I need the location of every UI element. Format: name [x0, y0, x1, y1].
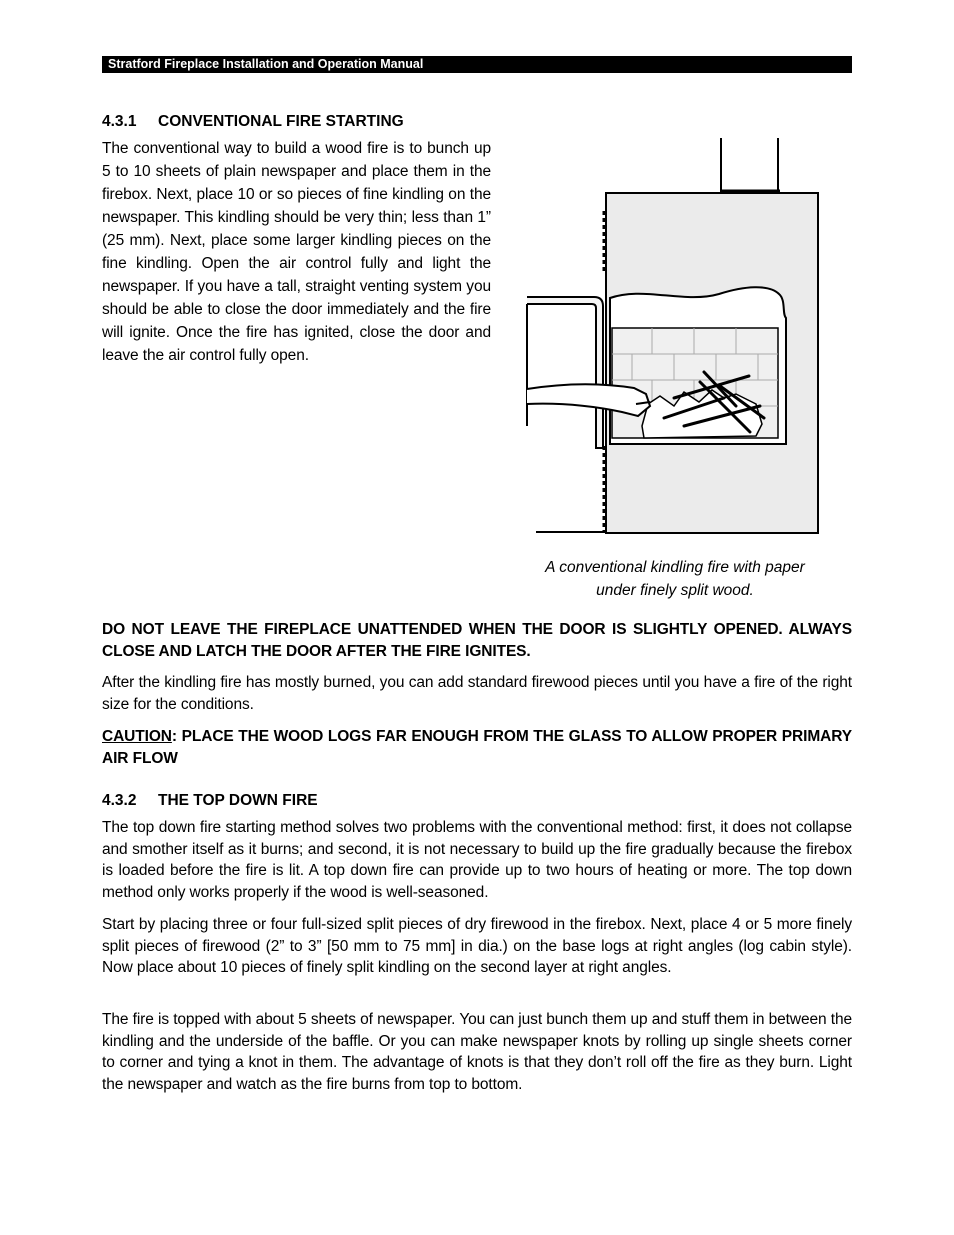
section-number: 4.3.2	[102, 792, 137, 809]
section-heading-4-3-2	[102, 791, 318, 811]
caption-line: A conventional kindling fire with paper	[545, 559, 805, 576]
after-kindling-text: After the kindling fire has mostly burned, you can add standard firewood pieces until you have a fire of the right size for the conditions.	[102, 674, 852, 713]
warning-text: DO NOT LEAVE THE FIREPLACE UNATTENDED WHEN THE DOOR IS SLIGHTLY OPENED. ALWAYS CLOSE AND LATCH THE DOOR AFTER THE FIRE IGNITES.	[102, 621, 852, 660]
fireplace-illustration	[524, 136, 824, 538]
caution-body: : PLACE THE WOOD LOGS FAR ENOUGH FROM THE GLASS TO ALLOW PROPER PRIMARY AIR FLOW	[102, 728, 852, 767]
caution-text	[102, 726, 852, 769]
figure-caption	[524, 556, 826, 602]
caution-label: CAUTION	[102, 728, 172, 745]
caption-line: under finely split wood.	[596, 582, 754, 599]
top-down-paragraph-3: The fire is topped with about 5 sheets of newspaper. You can just bunch them up and stuff them in between the kindling and the underside of the baffle. Or you can make newspaper knots by rolling up single sheets corner to corner and tying a knot in them. The advantage of knots is that they don’t roll off the fire as they burn. Light the newspaper and watch as the fire burns from top to bottom.	[102, 1011, 852, 1093]
section-title: CONVENTIONAL FIRE STARTING	[158, 113, 404, 130]
top-down-paragraph-2: Start by placing three or four full-sized split pieces of dry firewood in the firebox. Next, place 4 or 5 more finely split pieces of firewood (2” to 3” [50 mm to 75 mm] in dia.) on the base logs at right angles (log cabin style). Now place about 10 pieces of finely split kindling on the second layer at right angles.	[102, 916, 852, 977]
section-heading-4-3-1	[102, 112, 404, 132]
section-number: 4.3.1	[102, 113, 137, 130]
top-down-paragraph-1: The top down fire starting method solves two problems with the conventional method: first, it does not collapse and smother itself as it burns; and second, it is not necessary to build up the fire gradually because the firebox is loaded before the fire is lit. A top down fire can provide up to two hours of heating or more. The top down method only works properly if the wood is well-seasoned.	[102, 819, 852, 901]
section-title: THE TOP DOWN FIRE	[158, 792, 318, 809]
conventional-fire-text: The conventional way to build a wood fire is to bunch up 5 to 10 sheets of plain newspaper and place them in the firebox. Next, place 10 or so pieces of fine kindling on the newspaper. This kindling should be very thin; less than 1” (25 mm). Next, place some larger kindling pieces on the fine kindling. Open the air control fully and light the newspaper. If you have a tall, straight venting system you should be able to close the door immediately and the fire will ignite. Once the fire has ignited, close the door and leave the air control fully open.	[102, 140, 491, 364]
page-header: Stratford Fireplace Installation and Operation Manual	[102, 56, 852, 73]
